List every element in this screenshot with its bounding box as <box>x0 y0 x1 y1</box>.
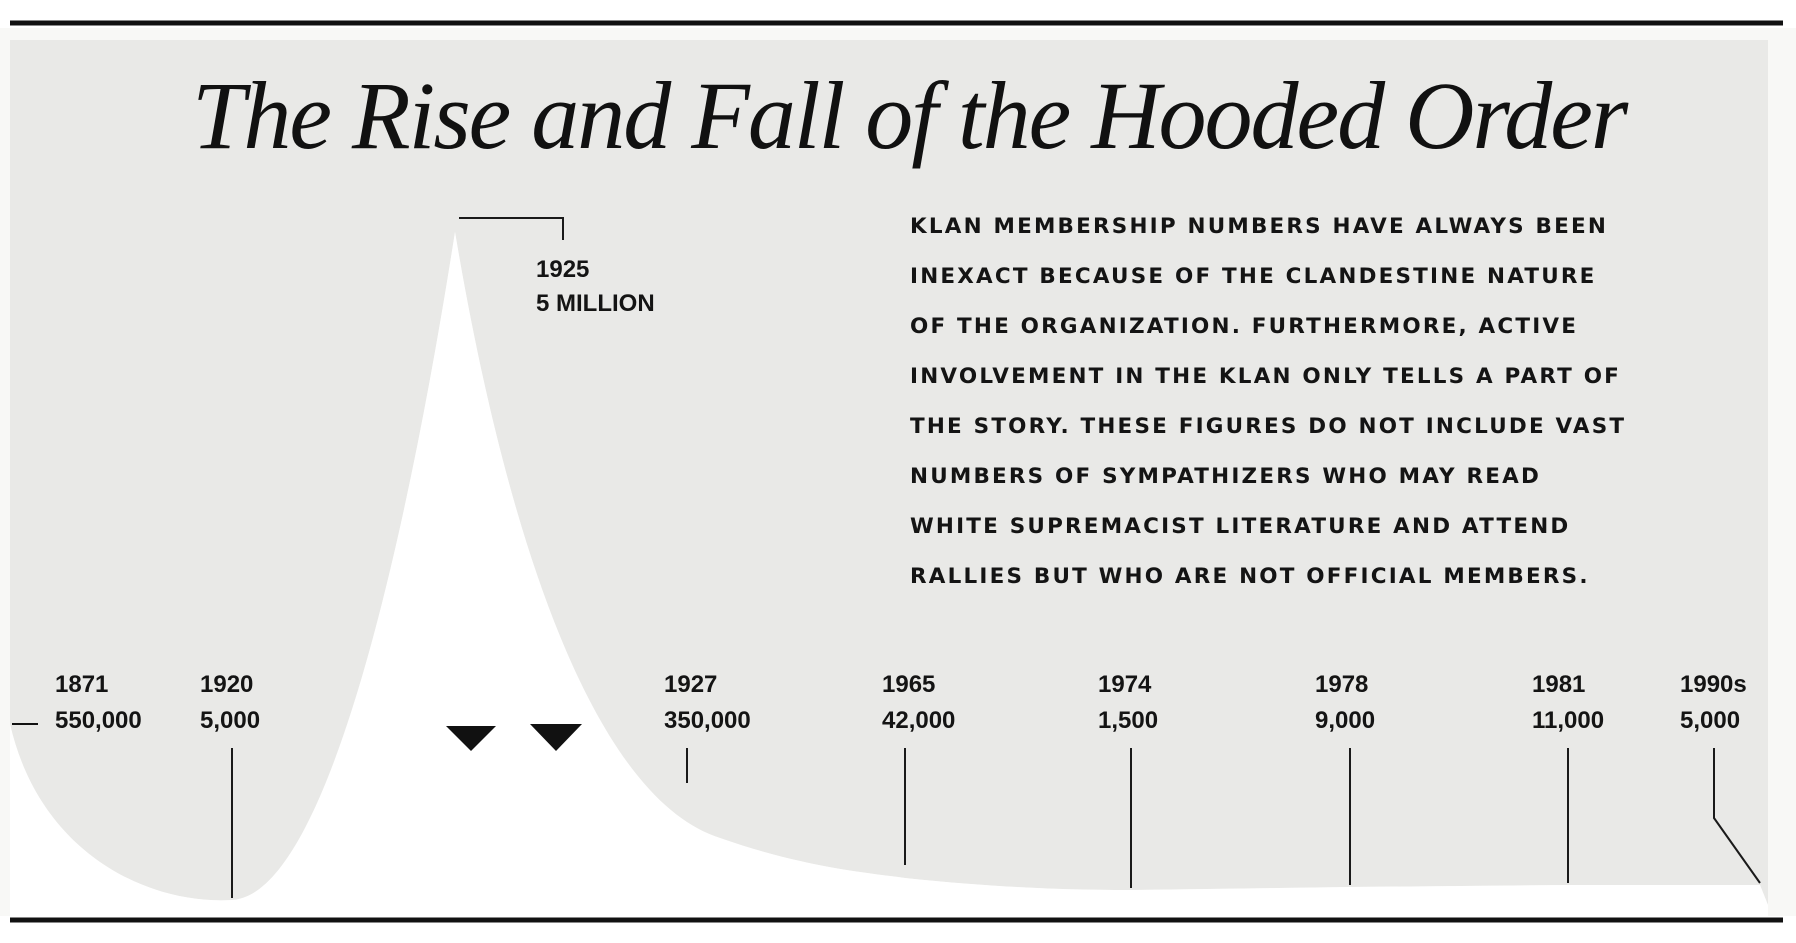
note-line: THE STORY. THESE FIGURES DO NOT INCLUDE VAST <box>910 414 1627 439</box>
year-label-1978: 1978 <box>1315 671 1369 698</box>
note-line: NUMBERS OF SYMPATHIZERS WHO MAY READ <box>910 464 1541 489</box>
value-label-1871: 550,000 <box>55 707 142 734</box>
note-line: INVOLVEMENT IN THE KLAN ONLY TELLS A PART OF <box>910 364 1622 389</box>
value-label-1925: 5 MILLION <box>536 290 655 317</box>
year-label-1927: 1927 <box>664 671 718 698</box>
value-label-1974: 1,500 <box>1098 707 1159 734</box>
year-label-1981: 1981 <box>1532 671 1586 698</box>
chart-title: The Rise and Fall of the Hooded Order <box>192 62 1627 169</box>
value-label-1990s: 5,000 <box>1680 707 1741 734</box>
value-label-1978: 9,000 <box>1315 707 1376 734</box>
note-line: INEXACT BECAUSE OF THE CLANDESTINE NATURE <box>910 264 1597 289</box>
year-label-1920: 1920 <box>200 671 254 698</box>
year-label-1925: 1925 <box>536 256 590 283</box>
year-label-1990s: 1990s <box>1680 671 1747 698</box>
note-line: KLAN MEMBERSHIP NUMBERS HAVE ALWAYS BEEN <box>910 214 1609 239</box>
note-line: RALLIES BUT WHO ARE NOT OFFICIAL MEMBERS. <box>910 564 1590 589</box>
year-label-1871: 1871 <box>55 671 109 698</box>
note-line: WHITE SUPREMACIST LITERATURE AND ATTEND <box>910 514 1571 539</box>
year-label-1974: 1974 <box>1098 671 1152 698</box>
value-label-1927: 350,000 <box>664 707 751 734</box>
value-label-1965: 42,000 <box>882 707 956 734</box>
value-label-1981: 11,000 <box>1532 707 1605 734</box>
note-line: OF THE ORGANIZATION. FURTHERMORE, ACTIVE <box>910 314 1579 339</box>
value-label-1920: 5,000 <box>200 707 261 734</box>
year-label-1965: 1965 <box>882 671 936 698</box>
